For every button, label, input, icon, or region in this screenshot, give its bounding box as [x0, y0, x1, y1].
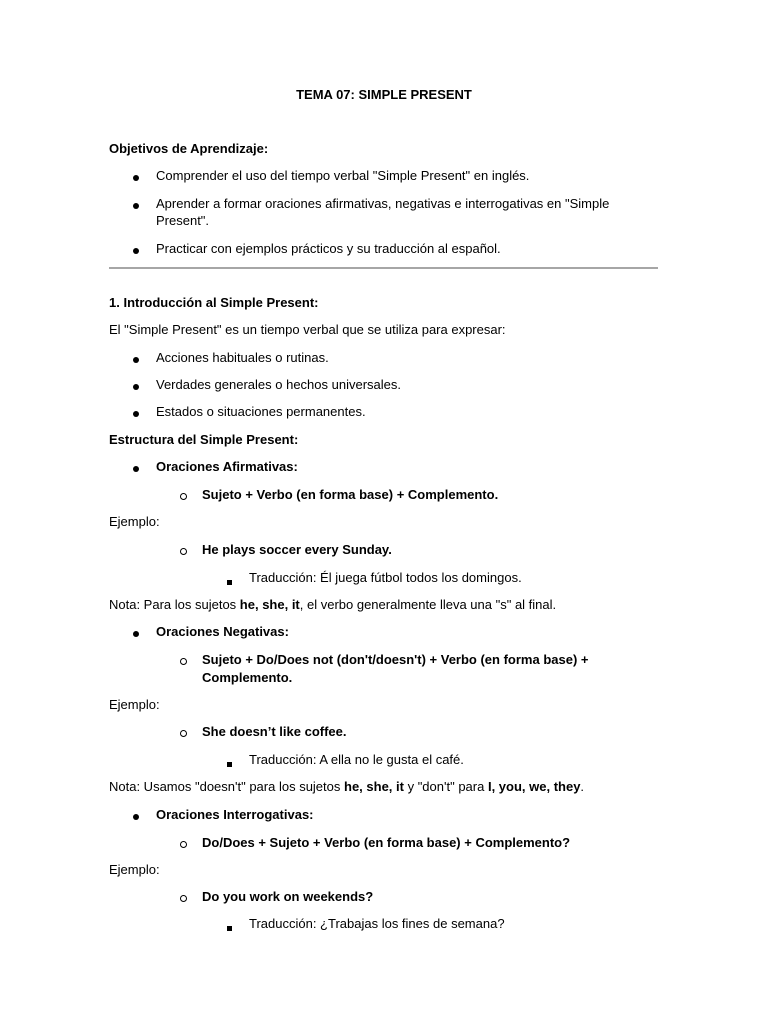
objective-item-continuation: Present". [156, 213, 210, 228]
note-emphasis: he, she, it [239, 597, 300, 612]
affirmative-example: He plays soccer every Sunday. [202, 542, 392, 557]
bullet-circle [180, 724, 187, 742]
interrogative-formula: Do/Does + Sujeto + Verbo (en forma base) + Complemento? [202, 835, 571, 850]
document-title: TEMA 07: SIMPLE PRESENT [296, 87, 472, 102]
objective-item: Aprender a formar oraciones afirmativas, negativas e interrogativas en "Simple [156, 196, 610, 211]
section-heading: 1. Introducción al Simple Present: [109, 295, 319, 310]
note-text: , el verbo generalmente lleva una "s" al final. [299, 597, 557, 612]
bullet-circle [180, 487, 187, 505]
affirmative-note [109, 596, 556, 614]
bullet-disc [133, 807, 139, 825]
bullet-square [227, 754, 232, 772]
note-emphasis: I, you, we, they [487, 779, 581, 794]
bullet-disc [133, 241, 139, 259]
example-label: Ejemplo: [109, 514, 160, 529]
interrogative-example: Do you work on weekends? [202, 889, 374, 904]
affirmative-formula: Sujeto + Verbo (en forma base) + Complemento. [202, 487, 499, 502]
objective-item: Comprender el uso del tiempo verbal "Simple Present" en inglés. [156, 168, 530, 183]
structure-heading: Estructura del Simple Present: [109, 432, 299, 447]
bullet-square [227, 572, 232, 590]
bullet-disc [133, 350, 139, 368]
bullet-disc [133, 404, 139, 422]
negative-label: Oraciones Negativas: [156, 624, 289, 639]
bullet-disc [133, 377, 139, 395]
bullet-disc [133, 459, 139, 477]
affirmative-translation: Traducción: Él juega fútbol todos los domingos. [249, 570, 522, 585]
note-text: . [580, 779, 585, 794]
note-text: Nota: Usamos "doesn't" para los sujetos [109, 779, 344, 794]
objective-item: Practicar con ejemplos prácticos y su traducción al español. [156, 241, 501, 256]
bullet-disc [133, 624, 139, 642]
interrogative-translation: Traducción: ¿Trabajas los fines de semana? [249, 916, 505, 931]
negative-example: She doesn’t like coffee. [202, 724, 347, 739]
section-intro: El "Simple Present" es un tiempo verbal que se utiliza para expresar: [109, 322, 506, 337]
use-item: Acciones habituales o rutinas. [156, 350, 329, 365]
note-text: y "don't" para [403, 779, 488, 794]
bullet-disc [133, 168, 139, 186]
interrogative-label: Oraciones Interrogativas: [156, 807, 314, 822]
bullet-circle [180, 835, 187, 853]
example-label: Ejemplo: [109, 862, 160, 877]
bullet-circle [180, 652, 187, 670]
bullet-square [227, 918, 232, 936]
use-item: Verdades generales o hechos universales. [156, 377, 401, 392]
bullet-circle [180, 889, 187, 907]
negative-translation: Traducción: A ella no le gusta el café. [249, 752, 464, 767]
note-text: Nota: Para los sujetos [109, 597, 240, 612]
bullet-circle [180, 542, 187, 560]
bullet-disc [133, 196, 139, 214]
negative-formula-continuation: Complemento. [202, 670, 293, 685]
horizontal-rule [109, 267, 658, 269]
negative-note [109, 778, 584, 796]
affirmative-label: Oraciones Afirmativas: [156, 459, 298, 474]
negative-formula: Sujeto + Do/Does not (don't/doesn't) + Verbo (en forma base) + [202, 652, 589, 667]
note-emphasis: he, she, it [344, 779, 404, 794]
use-item: Estados o situaciones permanentes. [156, 404, 366, 419]
example-label: Ejemplo: [109, 697, 160, 712]
objectives-heading: Objetivos de Aprendizaje: [109, 141, 269, 156]
